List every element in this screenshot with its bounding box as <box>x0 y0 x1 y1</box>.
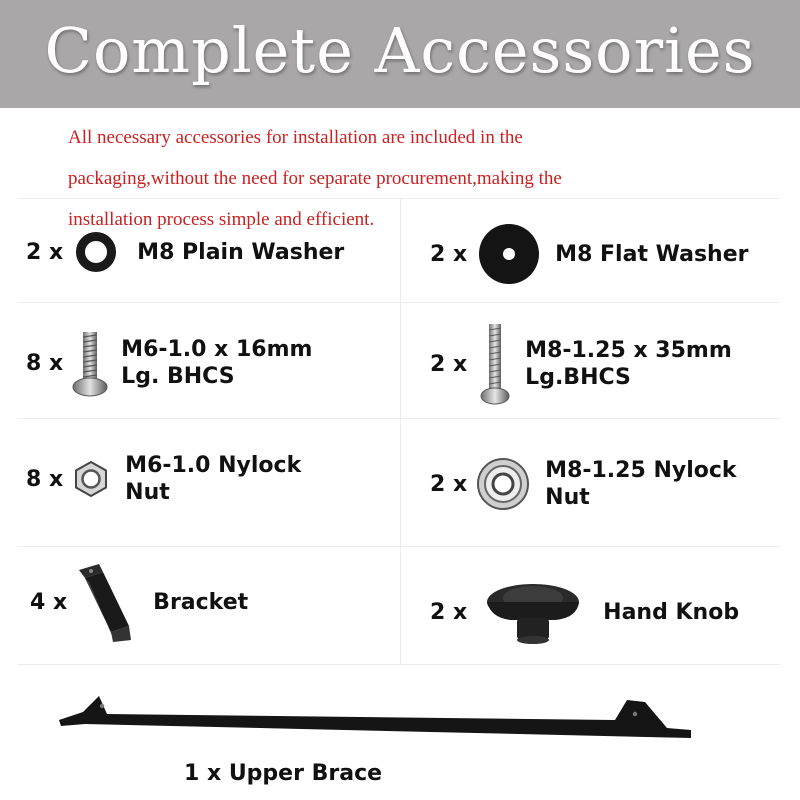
item-qty: 2 x <box>430 599 468 625</box>
intro-line: packaging,without the need for separate procurement,making the <box>68 168 562 189</box>
item-label-line: Bracket <box>153 589 249 615</box>
item-label <box>545 457 736 511</box>
item-qty: 2 x <box>430 351 468 377</box>
divider <box>18 302 780 303</box>
large-nut-icon <box>475 456 531 512</box>
item-m6-nylock-nut <box>26 452 301 506</box>
item-label-line: M8 Plain Washer <box>137 239 345 265</box>
divider <box>18 664 780 665</box>
divider <box>18 418 780 419</box>
item-qty: 8 x <box>26 466 64 492</box>
item-qty: 2 x <box>430 241 468 267</box>
divider <box>18 546 780 547</box>
bracket-icon <box>73 560 137 644</box>
long-bolt-icon <box>475 322 515 406</box>
hand-knob-icon <box>481 580 585 644</box>
item-label-line: Hand Knob <box>603 599 740 625</box>
item-label <box>525 337 732 391</box>
item-qty: 4 x <box>30 589 68 615</box>
header-banner <box>0 0 800 108</box>
item-qty: 2 x <box>26 239 64 265</box>
divider <box>18 198 780 199</box>
upper-brace-icon <box>55 694 705 754</box>
item-bracket <box>30 560 248 644</box>
item-m8-plain-washer <box>26 230 344 274</box>
flat-washer-icon <box>473 222 545 286</box>
item-label <box>125 452 301 506</box>
item-m8-flat-washer <box>430 222 748 286</box>
brace-label: 1 x Upper Brace <box>184 761 383 786</box>
plain-washer-icon <box>71 230 121 274</box>
intro-line: All necessary accessories for installation are included in the <box>68 127 523 148</box>
page-title: Complete Accessories <box>44 14 756 87</box>
item-label-line: Lg. BHCS <box>121 364 235 389</box>
item-label-line: Nut <box>545 485 590 510</box>
short-bolt-icon <box>69 328 111 398</box>
item-label <box>555 241 748 268</box>
item-qty: 8 x <box>26 350 64 376</box>
item-label-line: M6-1.0 x 16mm <box>121 337 313 362</box>
item-m8-long-bolt <box>430 322 732 406</box>
item-label-line: M8-1.25 x 35mm <box>525 338 732 363</box>
item-label-line: Nut <box>125 480 170 505</box>
intro-line: installation process simple and efficient. <box>68 209 375 230</box>
item-label <box>137 239 344 266</box>
item-label-line: M8-1.25 Nylock <box>545 458 737 483</box>
item-label <box>153 589 248 616</box>
small-nut-icon <box>71 459 111 499</box>
item-label-line: M8 Flat Washer <box>555 241 749 267</box>
item-label-line: M6-1.0 Nylock <box>125 453 302 478</box>
item-label-line: Lg.BHCS <box>525 365 631 390</box>
item-label <box>121 336 312 390</box>
item-hand-knob <box>430 580 739 644</box>
item-label <box>603 599 739 626</box>
item-m6-short-bolt <box>26 328 312 398</box>
divider <box>400 198 401 664</box>
item-qty: 2 x <box>430 471 468 497</box>
item-m8-nylock-nut <box>430 456 737 512</box>
